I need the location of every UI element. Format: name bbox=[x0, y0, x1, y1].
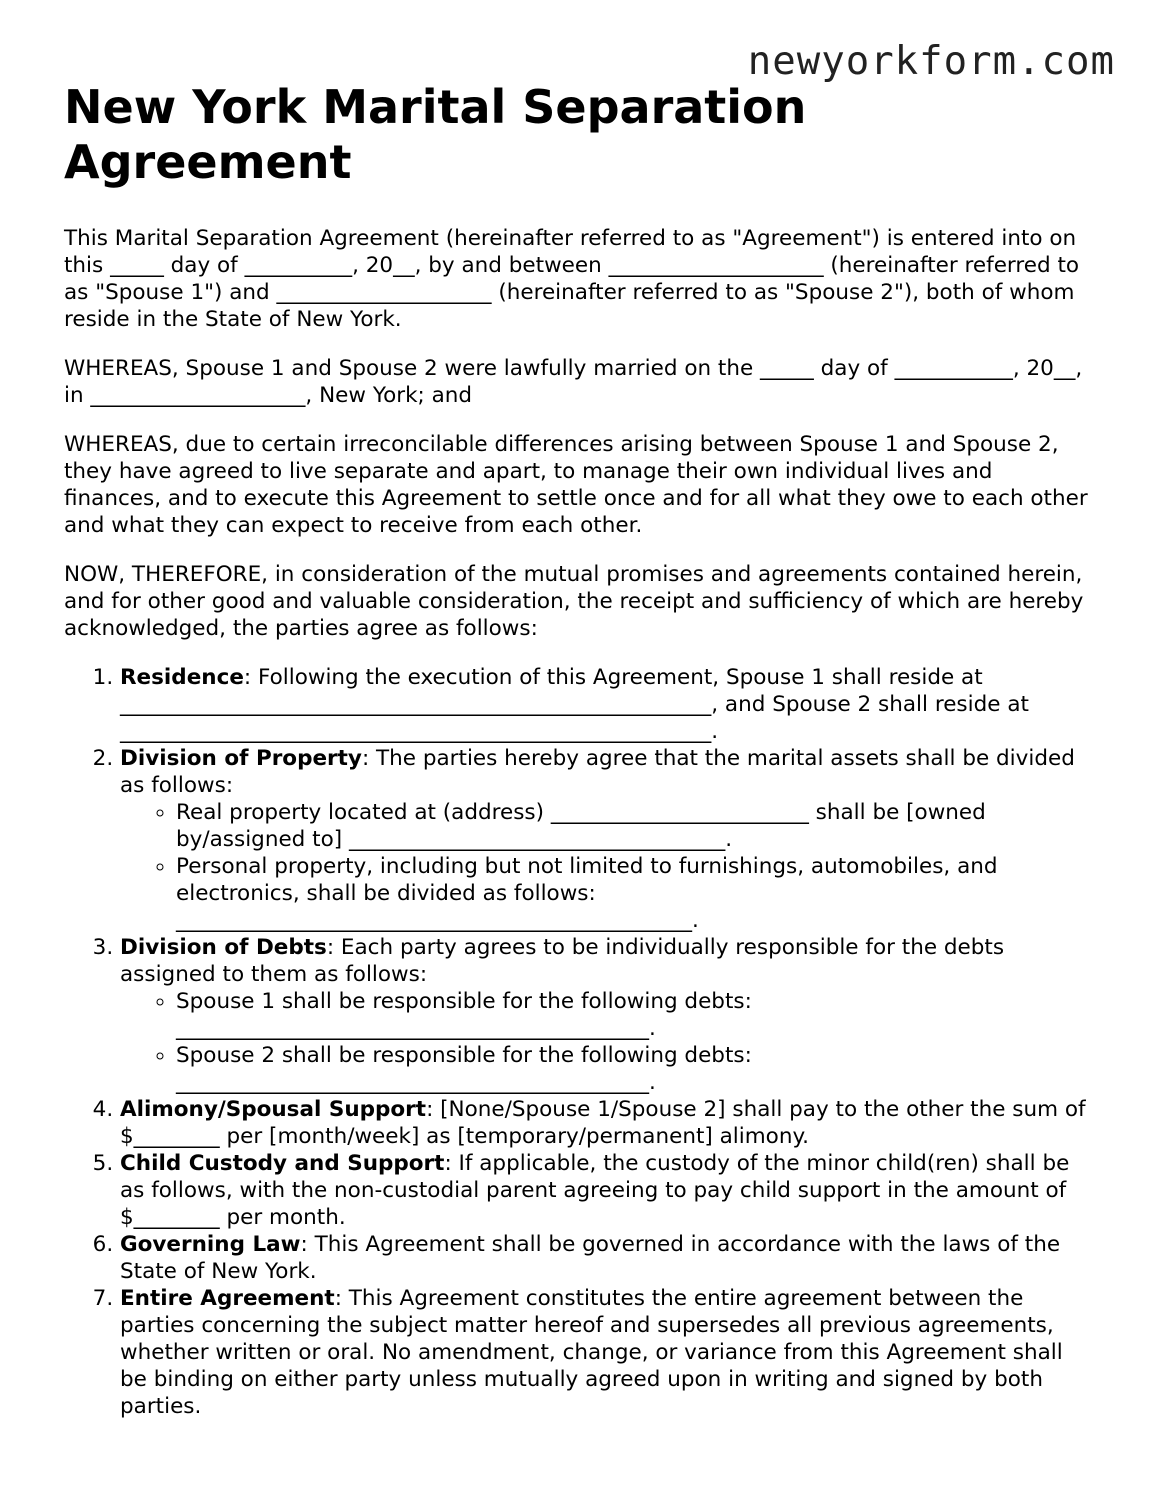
term-division-of-debts bbox=[120, 934, 1094, 1096]
term-text: : Each party agrees to be individually responsible for the debts assigned to them as follows: bbox=[120, 935, 1005, 987]
term-heading: Governing Law bbox=[120, 1232, 301, 1257]
term-heading: Child Custody and Support bbox=[120, 1151, 445, 1176]
now-therefore-paragraph: NOW, THEREFORE, in consideration of the mutual promises and agreements contained herein, and for other good and valuable consideration, the receipt and sufficiency of which are hereby acknowledged, the parties agree as follows: bbox=[64, 562, 1084, 641]
term-text: : If applicable, the custody of the minor child(ren) shall be as follows, with the non-custodial parent agreeing to pay child support in the amount of $________ per month. bbox=[120, 1151, 1070, 1230]
term-text: : Following the execution of this Agreement, Spouse 1 shall reside at _______________________________________________________, and Spouse 2 shall reside at _______________________________________________________. bbox=[120, 665, 1029, 744]
whereas-differences-paragraph: WHEREAS, due to certain irreconcilable differences arising between Spouse 1 and Spouse 2, they have agreed to live separate and apart, to manage their own individual lives and finances, and to execute this Agreement to settle once and for all what they owe to each other and what they can expect to receive from each other. bbox=[64, 432, 1088, 538]
intro-paragraph: This Marital Separation Agreement (hereinafter referred to as "Agreement") is entered into on this _____ day of __________, 20__, by and between ____________________ (hereinafter referred to as "Spouse 1") and ____________________ (hereinafter referred to as "Spouse 2"), both of whom reside in the State of New York. bbox=[64, 226, 1080, 332]
property-sublist bbox=[120, 799, 1094, 934]
term-text: : This Agreement constitutes the entire agreement between the parties concerning the subject matter hereof and supersedes all previous agreements, whether written or oral. No amendment, change, or variance from this Agreement shall be binding on either party unless mutually agreed upon in writing and signed by both parties. bbox=[120, 1286, 1063, 1419]
list-item: ◦ Spouse 1 shall be responsible for the following debts: ____________________________________________. bbox=[176, 988, 1094, 1042]
site-watermark: newyorkform.com bbox=[747, 39, 1115, 84]
term-heading: Alimony/Spousal Support bbox=[120, 1097, 427, 1122]
term-alimony bbox=[120, 1096, 1094, 1150]
term-residence bbox=[120, 664, 1094, 745]
terms-list bbox=[64, 664, 1094, 1420]
term-entire-agreement bbox=[120, 1285, 1094, 1420]
document-title: New York Marital Separation Agreement bbox=[64, 80, 807, 189]
term-heading: Residence bbox=[120, 665, 244, 690]
term-text: : [None/Spouse 1/Spouse 2] shall pay to the other the sum of $________ per [month/week] as [temporary/permanent] alimony. bbox=[120, 1097, 1086, 1149]
term-governing-law bbox=[120, 1231, 1094, 1285]
debts-sublist bbox=[120, 988, 1094, 1096]
term-heading: Entire Agreement bbox=[120, 1286, 335, 1311]
term-division-of-property bbox=[120, 745, 1094, 934]
term-heading: Division of Property bbox=[120, 746, 362, 771]
list-item: ◦ Real property located at (address) ________________________ shall be [owned by/assigned to] ___________________________________. bbox=[176, 799, 1094, 853]
whereas-marriage-paragraph: WHEREAS, Spouse 1 and Spouse 2 were lawfully married on the _____ day of ___________, 20__, in ____________________, New York; and bbox=[64, 356, 1083, 408]
list-item: ◦ Spouse 2 shall be responsible for the following debts: ____________________________________________. bbox=[176, 1042, 1094, 1096]
term-heading: Division of Debts bbox=[120, 935, 327, 960]
term-child-custody bbox=[120, 1150, 1094, 1231]
list-item: ◦ Personal property, including but not limited to furnishings, automobiles, and electronics, shall be divided as follows: ________________________________________________. bbox=[176, 853, 1094, 934]
document-page bbox=[64, 80, 1094, 1420]
term-text: : The parties hereby agree that the marital assets shall be divided as follows: bbox=[120, 746, 1075, 798]
term-text: : This Agreement shall be governed in accordance with the laws of the State of New York. bbox=[120, 1232, 1061, 1284]
